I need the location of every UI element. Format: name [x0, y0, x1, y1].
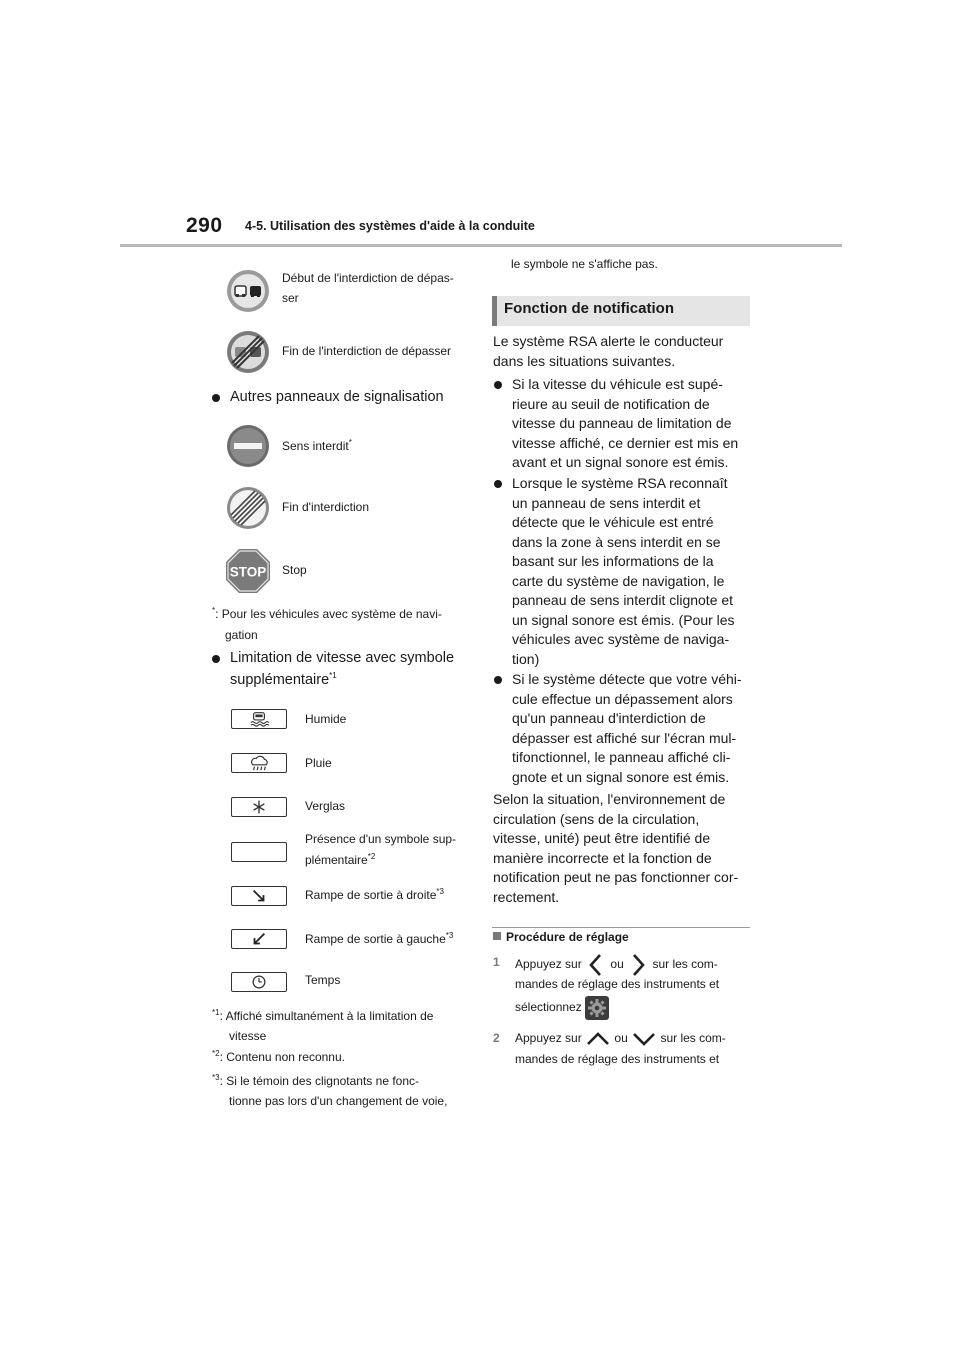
step-line [515, 996, 609, 1022]
intro-line: Le système RSA alerte le conducteur [493, 333, 724, 349]
paragraph-line: vitesse, unité) peut être identifié de [493, 830, 711, 846]
footnote-mark: * [348, 438, 352, 447]
bullet-line: vitesse affiché, ce dernier est mis en [512, 434, 739, 451]
intro-line: dans les situations suivantes. [493, 353, 676, 369]
step-text: Appuyez sur [515, 957, 582, 972]
bullet-dot [212, 394, 220, 402]
page-number: 290 [186, 214, 223, 237]
exit-left-plate [231, 929, 287, 949]
exit-right-plate [231, 886, 287, 906]
notification-bullet [494, 670, 756, 788]
unknown-symbol-plate [231, 842, 287, 862]
plate-label: Temps [305, 973, 341, 987]
plate-label-text: plémentaire [305, 853, 368, 867]
footnote-text: gation [225, 628, 258, 642]
sign-label: Fin d'interdiction [282, 500, 369, 514]
bullet-line: véhicules avec système de naviga- [512, 631, 730, 647]
bullet-line: gnote et un signal sonore est émis. [512, 768, 730, 785]
rain-plate [231, 753, 287, 773]
arrow-down-right-icon [232, 887, 286, 905]
end-of-restriction-sign-icon [226, 486, 270, 530]
bullet-line: qu'un panneau d'interdiction de [512, 710, 706, 726]
bullet-line: vitesse du panneau de limitation de [512, 415, 732, 431]
bullet-line: panneau de sens interdit clignote et [512, 592, 734, 608]
sign-label: Fin de l'interdiction de dépasser [282, 344, 452, 358]
plate-label: Humide [305, 712, 347, 726]
plate-label [305, 885, 444, 905]
bullet-line: un signal sonore est émis. (Pour les [512, 611, 735, 628]
plate-label: Pluie [305, 756, 332, 770]
sign-label-text: Sens interdit [282, 439, 349, 453]
step-text: sur les com- [660, 1031, 726, 1045]
paragraph-line: Selon la situation, l'environnement de [493, 791, 726, 807]
time-plate [231, 972, 287, 992]
bullet-line: Si le système détecte que votre véhi- [512, 671, 742, 687]
bullet-line: cule effectue un dépassement alors [512, 690, 733, 707]
plate-label-text: Rampe de sortie à droite [305, 888, 437, 902]
step-text: sur les com- [652, 957, 718, 972]
bullet-line: dépasser est affiché sur l'écran mul- [512, 729, 737, 746]
bullet-other-signs [212, 388, 482, 408]
footnote-star [212, 604, 442, 624]
ice-plate [231, 797, 287, 817]
plate-label: Présence d'un symbole sup- [305, 832, 457, 846]
bullet-line: basant sur les informations de la [512, 553, 714, 569]
rain-cloud-icon [232, 754, 286, 772]
sign-label: Début de l'interdiction de dépas- [282, 271, 454, 285]
footnote-mark: *2 [367, 852, 376, 861]
step-text: ou [610, 957, 624, 972]
footnote-mark: *3 [445, 931, 454, 940]
bullet-line: un panneau de sens interdit et [512, 494, 701, 511]
notification-bullet [494, 474, 756, 670]
bullet-text: Autres panneaux de signalisation [230, 389, 444, 405]
paragraph-line: rectement. [493, 888, 560, 905]
header-rule [120, 244, 842, 247]
overtake-start-sign-icon [226, 269, 270, 313]
continuation-text: le symbole ne s'affiche pas. [511, 257, 658, 271]
footnote-mark: *1 [212, 1008, 220, 1017]
bullet-line: avant et un signal sonore est émis. [512, 454, 729, 470]
bullet-dot [494, 480, 502, 488]
bullet-text [230, 671, 337, 691]
step-text: sélectionnez [515, 1000, 582, 1015]
step-line: mandes de réglage des instruments et [515, 977, 720, 991]
bullet-line: carte du système de navigation, le [512, 572, 725, 589]
bullet-line: tion) [512, 650, 540, 667]
overtake-end-sign-icon [226, 330, 270, 374]
stop-sign-icon [225, 548, 271, 594]
bullet-dot [494, 676, 502, 684]
paragraph-line: circulation (sens de la circulation, [493, 810, 700, 827]
plate-label-text: Rampe de sortie à gauche [305, 932, 446, 946]
wet-plate [231, 709, 287, 729]
clock-icon [232, 973, 286, 991]
bullet-text-line: supplémentaire [230, 672, 330, 688]
bullet-line: Si la vitesse du véhicule est supé- [512, 376, 723, 392]
step-number: 1 [493, 955, 500, 969]
bullet-line: rieure au seuil de notification de [512, 395, 710, 412]
section-header: 4-5. Utilisation des systèmes d'aide à la conduite [245, 219, 535, 233]
procedure-heading: Procédure de réglage [506, 930, 629, 944]
bullet-speed-limit [212, 649, 482, 691]
wet-road-icon [232, 710, 286, 728]
plate-label [305, 850, 375, 870]
plate-label [305, 929, 453, 949]
sign-label: ser [282, 291, 299, 305]
step-text: ou [614, 1031, 628, 1045]
section-heading: Fonction de notification [504, 300, 674, 317]
footnote [212, 1047, 345, 1067]
plate-label: Verglas [305, 799, 346, 813]
step-line: mandes de réglage des instruments et [515, 1052, 720, 1066]
footnote-text: tionne pas lors d'un changement de voie, [229, 1094, 448, 1108]
footnote-mark: * [212, 606, 216, 615]
bullet-line: Lorsque le système RSA reconnaît [512, 475, 728, 491]
settings-gear-icon [585, 996, 609, 1020]
bullet-line: détecte que le véhicule est entré [512, 514, 714, 530]
bullet-text: Limitation de vitesse avec symbole [230, 650, 455, 666]
chevron-up-icon [585, 1029, 611, 1049]
chevron-down-icon [631, 1029, 657, 1049]
bullet-dot [494, 381, 502, 389]
stop-sign-text: STOP [229, 564, 267, 580]
footnote [212, 1006, 433, 1026]
footnote-text: : Pour les véhicules avec système de navi- [215, 607, 442, 621]
bullet-line: dans la zone à sens interdit en se [512, 533, 721, 550]
bullet-line: tifonctionnel, le panneau affiché cli- [512, 749, 731, 765]
footnote-mark: *3 [212, 1073, 220, 1082]
step-text: Appuyez sur [515, 1031, 582, 1045]
sign-label [282, 436, 352, 456]
arrow-down-left-icon [232, 930, 286, 948]
footnote-mark: *3 [436, 887, 444, 896]
footnote-text: : Affiché simultanément à la limitation de [219, 1009, 434, 1023]
footnote-text: vitesse [229, 1029, 267, 1043]
no-entry-sign-icon [226, 424, 270, 468]
bullet-dot [212, 655, 220, 663]
footnote-text: : Contenu non reconnu. [219, 1050, 345, 1064]
notification-bullet [494, 375, 756, 475]
paragraph-line: manière incorrecte et la fonction de [493, 849, 712, 866]
step-number: 2 [493, 1031, 500, 1045]
footnote-mark: *1 [329, 671, 337, 681]
sign-label: Stop [282, 563, 307, 577]
footnote-mark: *2 [212, 1049, 220, 1058]
footnote-text: : Si le témoin des clignotants ne fonc- [219, 1074, 420, 1088]
snowflake-icon [232, 798, 286, 816]
footnote [212, 1071, 419, 1091]
paragraph-line: notification peut ne pas fonctionner cor- [493, 869, 739, 885]
procedure-marker-icon [493, 932, 501, 940]
